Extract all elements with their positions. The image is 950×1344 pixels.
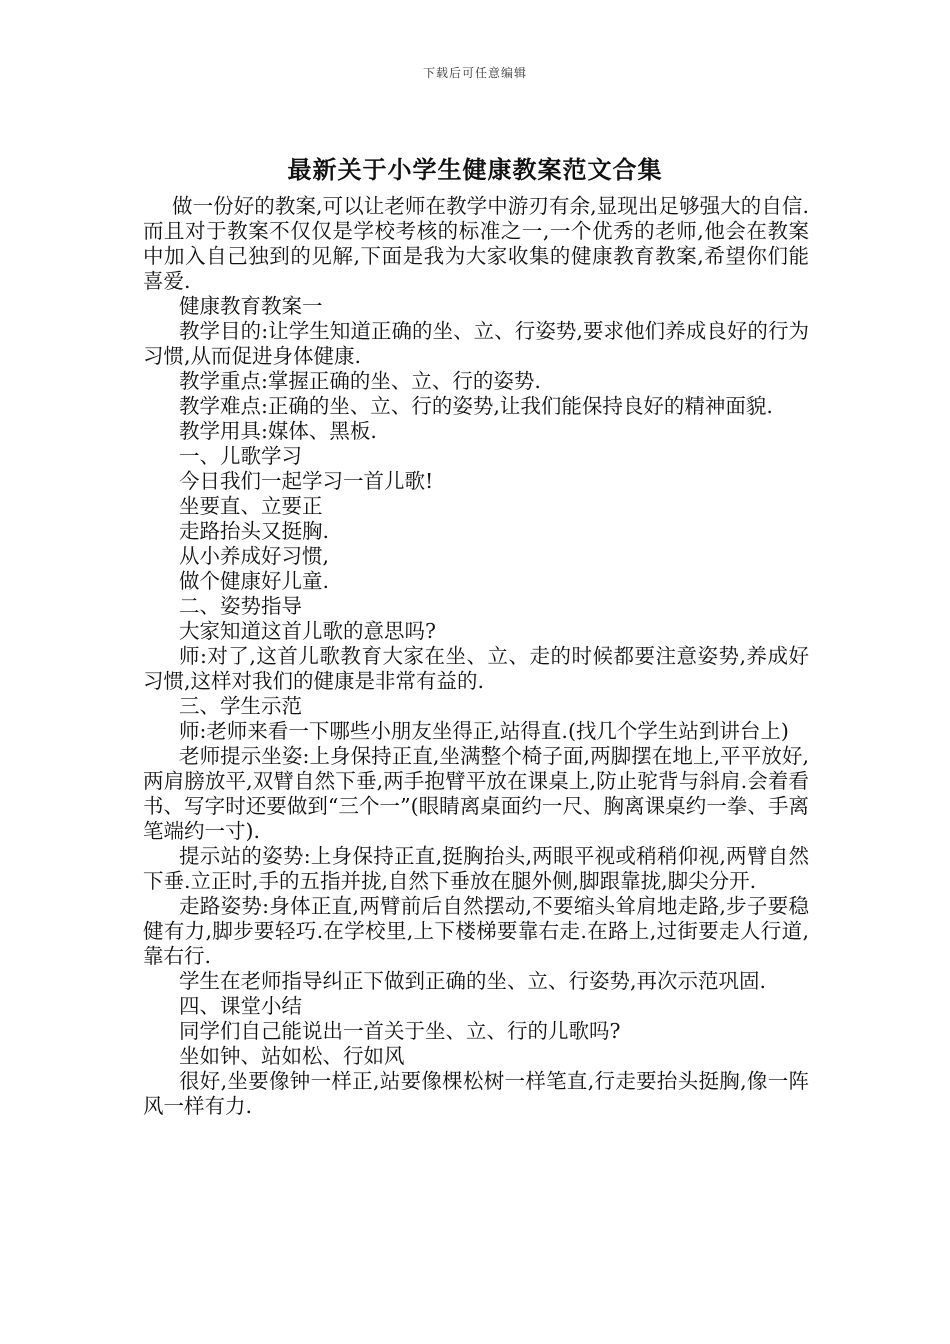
paragraph: 师:老师来看一下哪些小朋友坐得正,站得直.(找几个学生站到讲台上) bbox=[179, 719, 789, 743]
paragraph: 学生在老师指导纠正下做到正确的坐、立、行姿势,再次示范巩固. bbox=[179, 969, 767, 993]
paragraph: 很好,坐要像钟一样正,站要像棵松树一样笔直,行走要抬头挺胸,像一阵风一样有力. bbox=[143, 1069, 809, 1118]
paragraph: 教学目的:让学生知道正确的坐、立、行姿势,要求他们养成良好的行为习惯,从而促进身体健康. bbox=[143, 319, 809, 368]
paragraph: 坐如钟、站如松、行如风 bbox=[179, 1044, 405, 1068]
paragraph: 大家知道这首儿歌的意思吗? bbox=[179, 619, 436, 643]
song-line: 做个健康好儿童. bbox=[179, 569, 330, 593]
page-header: 下载后可任意编辑 bbox=[422, 66, 527, 80]
section-heading: 健康教育教案一 bbox=[179, 294, 323, 318]
paragraph: 提示站的姿势:上身保持正直,挺胸抬头,两眼平视或稍稍仰视,两臂自然下垂.立正时,手的五指并拢,自然下垂放在腿外侧,脚跟靠拢,脚尖分开. bbox=[143, 844, 809, 893]
paragraph: 今日我们一起学习一首儿歌! bbox=[179, 469, 434, 493]
song-line: 走路抬头又挺胸. bbox=[179, 519, 330, 543]
song-line: 从小养成好习惯, bbox=[179, 544, 330, 568]
paragraph: 教学用具:媒体、黑板. bbox=[179, 419, 377, 443]
section-heading: 一、儿歌学习 bbox=[179, 444, 302, 468]
document-body bbox=[143, 194, 809, 1119]
section-heading: 三、学生示范 bbox=[179, 694, 302, 718]
section-heading: 二、姿势指导 bbox=[179, 594, 302, 618]
song-line: 坐要直、立要正 bbox=[179, 494, 323, 518]
document-title: 最新关于小学生健康教案范文合集 bbox=[287, 155, 663, 184]
paragraph: 同学们自己能说出一首关于坐、立、行的儿歌吗? bbox=[179, 1019, 621, 1043]
section-heading: 四、课堂小结 bbox=[179, 994, 302, 1018]
paragraph: 走路姿势:身体正直,两臂前后自然摆动,不要缩头耸肩地走路,步子要稳健有力,脚步要轻巧.在学校里,上下楼梯要靠右走.在路上,过街要走人行道,靠右行. bbox=[143, 894, 809, 968]
intro-paragraph: 做一份好的教案,可以让老师在教学中游刃有余,显现出足够强大的自信.而且对于教案不仅仅是学校考核的标准之一,一个优秀的老师,他会在教案中加入自己独到的见解,下面是我为大家收集的健康教育教案,希望你们能喜爱. bbox=[143, 194, 809, 293]
paragraph: 教学难点:正确的坐、立、行的姿势,让我们能保持良好的精神面貌. bbox=[179, 394, 773, 418]
paragraph: 教学重点:掌握正确的坐、立、行的姿势. bbox=[179, 369, 541, 393]
paragraph: 师:对了,这首儿歌教育大家在坐、立、走的时候都要注意姿势,养成好习惯,这样对我们的健康是非常有益的. bbox=[143, 644, 809, 693]
paragraph: 老师提示坐姿:上身保持正直,坐满整个椅子面,两脚摆在地上,平平放好,两肩膀放平,双臂自然下垂,两手抱臂平放在课桌上,防止驼背与斜肩.会着看书、写字时还要做到“三个一”(眼睛离桌面约一尺、胸离课桌约一拳、手离笔端约一寸). bbox=[143, 744, 809, 843]
